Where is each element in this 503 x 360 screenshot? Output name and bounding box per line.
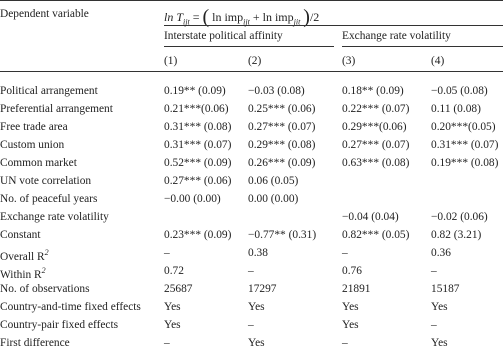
cell-col4: 0.82 (3.21): [431, 229, 482, 241]
table-row: [0, 318, 503, 336]
dependent-variable-formula: $\ln T_{ijt}$ = ( ln imp$_{ijt}$ + ln imp$_{jit}$ )/2: [164, 6, 320, 28]
cell-col2: 0.38: [248, 247, 268, 259]
cell-col3: –: [342, 337, 348, 349]
cell-col2: Yes: [248, 301, 265, 313]
cell-col4: 0.11 (0.08): [431, 103, 481, 115]
formula-underline: [164, 25, 503, 26]
table-top-rule: [0, 0, 503, 1]
table-row: [0, 120, 503, 138]
cell-col3: 0.76: [342, 265, 362, 277]
cell-col2: 17297: [248, 283, 277, 295]
table-row: [0, 192, 503, 210]
table-row: [0, 264, 503, 282]
table-row: [0, 246, 503, 264]
cell-col3: –: [342, 247, 348, 259]
cell-col3: 0.29***(0.06): [342, 121, 407, 133]
cell-col1: 0.27*** (0.06): [164, 175, 232, 187]
row-label: UN vote correlation: [0, 175, 92, 187]
cell-col4: Yes: [431, 301, 448, 313]
cell-col4: 0.19*** (0.08): [431, 157, 499, 169]
table-row: [0, 84, 503, 102]
cell-col4: 0.31*** (0.07): [431, 139, 499, 151]
cell-col1: 0.31*** (0.07): [164, 139, 232, 151]
cell-col2: Yes: [248, 337, 265, 349]
table-row: [0, 210, 503, 228]
row-label: Constant: [0, 229, 41, 241]
cell-col1: Yes: [164, 301, 181, 313]
col-header-2: (2): [248, 55, 262, 67]
col-header-4: (4): [431, 55, 445, 67]
cell-col1: Yes: [164, 319, 181, 331]
cell-col3: 21891: [342, 283, 371, 295]
cell-col4: 15187: [431, 283, 460, 295]
cell-col2: –: [248, 319, 254, 331]
table-row: [0, 300, 503, 318]
cell-col3: 0.22*** (0.07): [342, 103, 410, 115]
table-row: [0, 138, 503, 156]
cell-col1: 25687: [164, 283, 193, 295]
row-label: Free trade area: [0, 121, 68, 133]
cell-col3: 0.27*** (0.07): [342, 139, 410, 151]
row-label: Country-pair fixed effects: [0, 319, 119, 331]
cell-col3: 0.82*** (0.05): [342, 229, 410, 241]
row-label: Within $R^2$: [0, 266, 46, 281]
row-label: No. of peaceful years: [0, 193, 98, 205]
cell-col1: 0.72: [164, 265, 184, 277]
row-label: Custom union: [0, 139, 65, 151]
cell-col2: –: [248, 265, 254, 277]
row-label: Common market: [0, 157, 77, 169]
cell-col4: −0.02 (0.06): [431, 211, 488, 223]
cell-col4: –: [431, 319, 437, 331]
row-label: First difference: [0, 337, 70, 349]
group-header-political: Interstate political affinity: [164, 30, 283, 42]
table-row: [0, 102, 503, 120]
cell-col1: 0.23*** (0.09): [164, 229, 232, 241]
row-label: Political arrangement: [0, 85, 98, 97]
cell-col4: –: [431, 265, 437, 277]
cell-col3: −0.04 (0.04): [342, 211, 399, 223]
group1-underline: [164, 46, 334, 47]
row-label: Country-and-time fixed effects: [0, 301, 141, 313]
table-row: [0, 282, 503, 300]
cell-col3: Yes: [342, 301, 359, 313]
table-row: [0, 336, 503, 354]
col-header-1: (1): [164, 55, 178, 67]
cell-col1: –: [164, 247, 170, 259]
table-row: [0, 228, 503, 246]
cell-col3: 0.18** (0.09): [342, 85, 404, 97]
cell-col4: 0.36: [431, 247, 451, 259]
cell-col1: 0.52*** (0.09): [164, 157, 232, 169]
cell-col3: 0.63*** (0.08): [342, 157, 410, 169]
cell-col2: −0.03 (0.08): [248, 85, 305, 97]
cell-col3: Yes: [342, 319, 359, 331]
group-header-exchange: Exchange rate volatility: [342, 30, 451, 42]
table-row: [0, 156, 503, 174]
row-label: Overall $R^2$: [0, 248, 49, 263]
cell-col4: −0.05 (0.08): [431, 85, 488, 97]
cell-col1: −0.00 (0.00): [164, 193, 221, 205]
row-label: Exchange rate volatility: [0, 211, 109, 223]
row-label: No. of observations: [0, 283, 90, 295]
cell-col1: –: [164, 337, 170, 349]
col-header-3: (3): [342, 55, 356, 67]
cell-col2: 0.29*** (0.08): [248, 139, 316, 151]
cell-col4: 0.20***(0.05): [431, 121, 496, 133]
cell-col1: 0.21***(0.06): [164, 103, 229, 115]
cell-col4: Yes: [431, 337, 448, 349]
cell-col2: 0.26*** (0.09): [248, 157, 316, 169]
cell-col1: 0.19** (0.09): [164, 85, 226, 97]
dependent-variable-label: Dependent variable: [0, 8, 89, 20]
cell-col2: 0.06 (0.05): [248, 175, 299, 187]
cell-col2: 0.27*** (0.07): [248, 121, 316, 133]
cell-col2: 0.25*** (0.06): [248, 103, 316, 115]
header-bottom-rule: [0, 71, 503, 72]
cell-col1: 0.31*** (0.08): [164, 121, 232, 133]
table-row: [0, 174, 503, 192]
group2-underline: [342, 46, 503, 47]
cell-col2: −0.77** (0.31): [248, 229, 317, 241]
cell-col2: 0.00 (0.00): [248, 193, 299, 205]
row-label: Preferential arrangement: [0, 103, 113, 115]
